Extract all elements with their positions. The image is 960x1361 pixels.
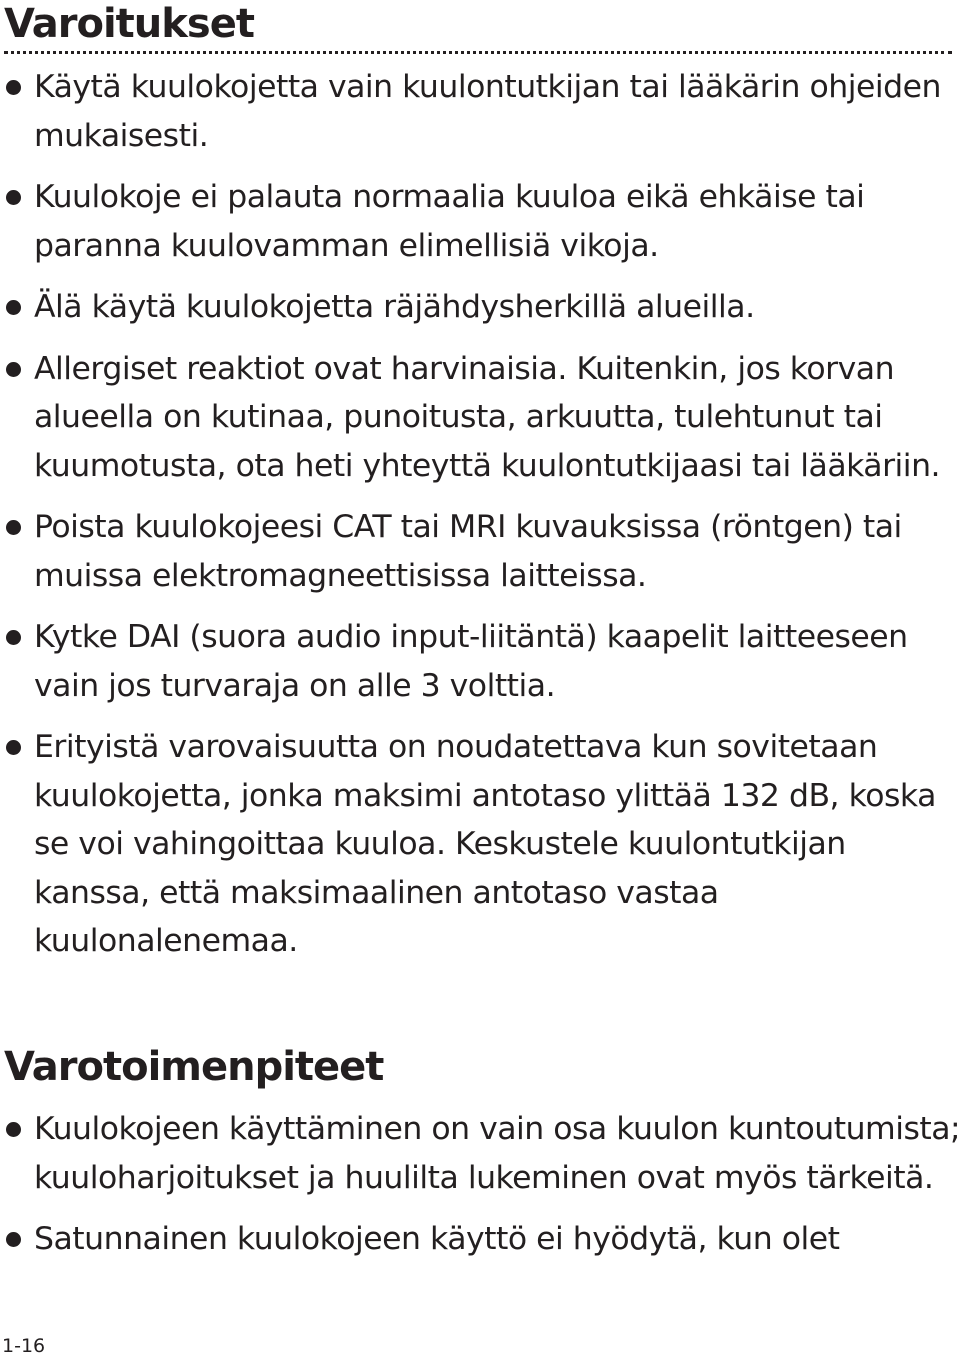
dotted-divider bbox=[4, 51, 952, 54]
list-item-text: Erityistä varovaisuutta on noudatettava kun sovitetaan kuulokojetta, jonka maksimi antotaso ylittää 132 dB, koska se voi vahingoittaa kuuloa. Keskustele kuulontutkijan kanssa, että maksimaalinen antotaso vastaa kuulonalenemaa. bbox=[34, 729, 936, 959]
page-number: 1-16 bbox=[2, 1335, 46, 1357]
list-item-text: Satunnainen kuulokojeen käyttö ei hyödytä, kun olet bbox=[34, 1221, 840, 1257]
list-item-text: Allergiset reaktiot ovat harvinaisia. Kuitenkin, jos korvan alueella on kutinaa, punoitusta, arkuutta, tulehtunut tai kuumotusta, ota heti yhteyttä kuulontutkijaasi tai lääkäriin. bbox=[34, 350, 941, 484]
list-item-text: Kuulokojeen käyttäminen on vain osa kuulon kuntoutumista; kuuloharjoitukset ja huulilta lukeminen ovat myös tärkeitä. bbox=[34, 1111, 960, 1196]
section-heading-precautions: Varotoimenpiteet bbox=[4, 1044, 384, 1090]
list-item-text: Kuulokoje ei palauta normaalia kuuloa eikä ehkäise tai paranna kuulovamman elimellisiä vikoja. bbox=[34, 179, 865, 264]
bullet-icon bbox=[6, 300, 21, 315]
list-item bbox=[0, 173, 960, 270]
bullet-icon bbox=[6, 1122, 21, 1137]
list-item bbox=[0, 503, 960, 600]
bullet-icon bbox=[6, 80, 21, 95]
bullet-icon bbox=[6, 630, 21, 645]
warnings-list bbox=[0, 63, 960, 979]
bullet-icon bbox=[6, 190, 21, 205]
list-item bbox=[0, 283, 960, 332]
section-heading-warnings: Varoitukset bbox=[4, 1, 254, 47]
bullet-icon bbox=[6, 362, 21, 377]
list-item bbox=[0, 1215, 960, 1264]
list-item bbox=[0, 1105, 960, 1202]
bullet-icon bbox=[6, 520, 21, 535]
list-item bbox=[0, 723, 960, 966]
list-item-text: Käytä kuulokojetta vain kuulontutkijan tai lääkärin ohjeiden mukaisesti. bbox=[34, 69, 941, 154]
list-item bbox=[0, 613, 960, 710]
list-item-text: Älä käytä kuulokojetta räjähdysherkillä alueilla. bbox=[34, 289, 755, 325]
list-item bbox=[0, 63, 960, 160]
bullet-icon bbox=[6, 1232, 21, 1247]
precautions-list bbox=[0, 1105, 960, 1277]
list-item bbox=[0, 345, 960, 491]
list-item-text: Poista kuulokojeesi CAT tai MRI kuvauksissa (röntgen) tai muissa elektromagneettisissa laitteissa. bbox=[34, 509, 902, 594]
bullet-icon bbox=[6, 740, 21, 755]
list-item-text: Kytke DAI (suora audio input-liitäntä) kaapelit laitteeseen vain jos turvaraja on alle 3 volttia. bbox=[34, 619, 908, 704]
